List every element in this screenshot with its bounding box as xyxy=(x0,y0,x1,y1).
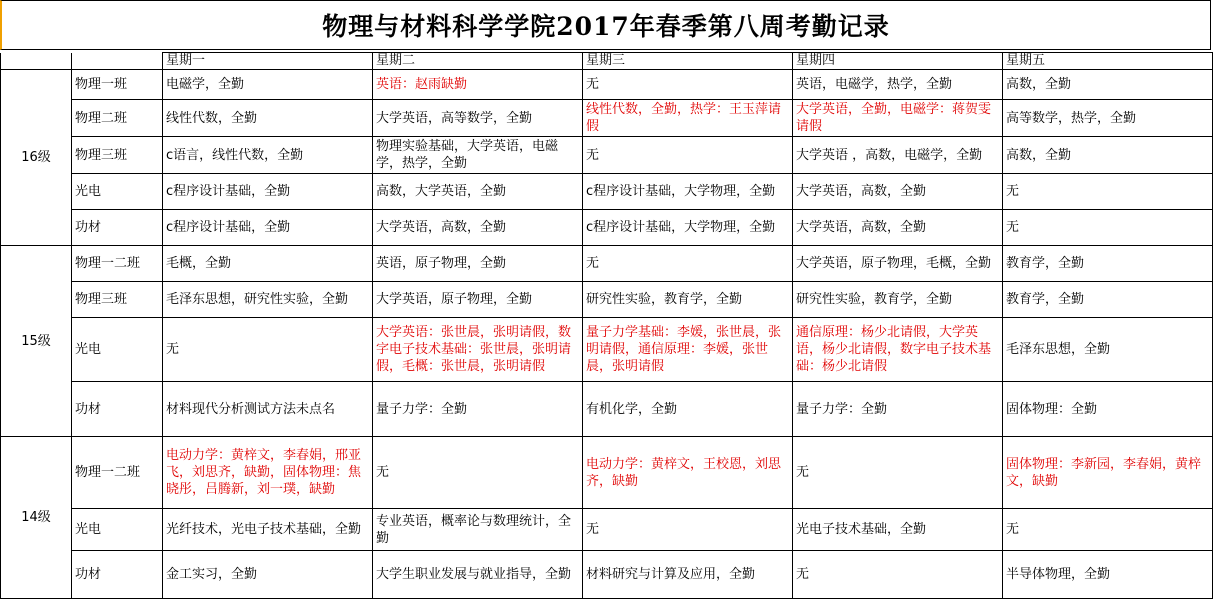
header-row xyxy=(1,53,1213,70)
attendance-cell: 电磁学，全勤 xyxy=(163,70,373,100)
attendance-cell: 材料研究与计算及应用，全勤 xyxy=(583,551,793,599)
header-grade-cell xyxy=(1,53,72,70)
attendance-cell: 研究性实验，教育学，全勤 xyxy=(583,282,793,318)
day-header: 星期四 xyxy=(793,53,1003,70)
day-header: 星期三 xyxy=(583,53,793,70)
table-row xyxy=(1,282,1213,318)
grade-cell: 15级 xyxy=(1,246,72,437)
attendance-cell: c程序设计基础，全勤 xyxy=(163,210,373,246)
attendance-cell: 金工实习，全勤 xyxy=(163,551,373,599)
attendance-cell: 无 xyxy=(373,437,583,509)
attendance-cell: 毛泽东思想，全勤 xyxy=(1003,318,1213,382)
grade-cell: 16级 xyxy=(1,70,72,246)
attendance-cell: c程序设计基础，大学物理，全勤 xyxy=(583,210,793,246)
class-name-cell: 物理二班 xyxy=(72,100,163,137)
header-class-cell xyxy=(72,53,163,70)
attendance-cell: 固体物理：李新园，李春娟，黄梓文，缺勤 xyxy=(1003,437,1213,509)
table-row xyxy=(1,174,1213,210)
table-row xyxy=(1,382,1213,437)
attendance-cell: 英语，原子物理，全勤 xyxy=(373,246,583,282)
page-title: 物理与材料科学学院2017年春季第八周考勤记录 xyxy=(322,12,890,41)
attendance-cell: 大学英语 ，高数，电磁学，全勤 xyxy=(793,137,1003,174)
attendance-cell: 毛泽东思想，研究性实验，全勤 xyxy=(163,282,373,318)
attendance-cell: 光纤技术，光电子技术基础，全勤 xyxy=(163,509,373,551)
attendance-cell: 无 xyxy=(1003,174,1213,210)
attendance-cell: 无 xyxy=(163,318,373,382)
class-name-cell: 光电 xyxy=(72,174,163,210)
attendance-cell: 大学生职业发展与就业指导，全勤 xyxy=(373,551,583,599)
table-row xyxy=(1,318,1213,382)
class-name-cell: 物理一二班 xyxy=(72,246,163,282)
attendance-cell: 高等数学，热学，全勤 xyxy=(1003,100,1213,137)
attendance-cell: 高数，全勤 xyxy=(1003,137,1213,174)
attendance-cell: 量子力学基础：李媛，张世晨，张明请假，通信原理：李媛，张世晨，张明请假 xyxy=(583,318,793,382)
attendance-cell: 电动力学：黄梓文，王校恩，刘思齐，缺勤 xyxy=(583,437,793,509)
attendance-cell: 量子力学：全勤 xyxy=(793,382,1003,437)
attendance-cell: 大学英语，原子物理，毛概，全勤 xyxy=(793,246,1003,282)
attendance-cell: 高数，大学英语，全勤 xyxy=(373,174,583,210)
attendance-cell: 无 xyxy=(793,437,1003,509)
attendance-cell: 无 xyxy=(583,137,793,174)
attendance-cell: 无 xyxy=(1003,509,1213,551)
class-name-cell: 功材 xyxy=(72,210,163,246)
attendance-cell: 大学英语：张世晨，张明请假，数字电子技术基础：张世晨，张明请假，毛概：张世晨，张明请假 xyxy=(373,318,583,382)
attendance-cell: 固体物理：全勤 xyxy=(1003,382,1213,437)
attendance-cell: 大学英语，高数，全勤 xyxy=(793,174,1003,210)
class-name-cell: 物理一二班 xyxy=(72,437,163,509)
attendance-cell: 材料现代分析测试方法未点名 xyxy=(163,382,373,437)
attendance-cell: 电动力学：黄梓文，李春娟，邢亚飞，刘思齐，缺勤，固体物理：焦晓彤，吕腾新，刘一璞，缺勤 xyxy=(163,437,373,509)
table-row xyxy=(1,246,1213,282)
attendance-cell: 半导体物理，全勤 xyxy=(1003,551,1213,599)
attendance-cell: 英语：赵雨缺勤 xyxy=(373,70,583,100)
class-name-cell: 功材 xyxy=(72,382,163,437)
day-header: 星期一 xyxy=(163,53,373,70)
attendance-cell: 大学英语，高数，全勤 xyxy=(793,210,1003,246)
attendance-cell: 无 xyxy=(583,70,793,100)
class-name-cell: 物理三班 xyxy=(72,282,163,318)
attendance-cell: 毛概，全勤 xyxy=(163,246,373,282)
attendance-cell: 研究性实验，教育学，全勤 xyxy=(793,282,1003,318)
attendance-cell: 线性代数，全勤 xyxy=(163,100,373,137)
attendance-cell: 大学英语，高等数学，全勤 xyxy=(373,100,583,137)
class-name-cell: 功材 xyxy=(72,551,163,599)
attendance-cell: 无 xyxy=(793,551,1003,599)
attendance-cell: 光电子技术基础，全勤 xyxy=(793,509,1003,551)
class-name-cell: 光电 xyxy=(72,509,163,551)
attendance-cell: 教育学，全勤 xyxy=(1003,246,1213,282)
attendance-table xyxy=(0,52,1213,599)
grade-cell: 14级 xyxy=(1,437,72,599)
attendance-cell: 大学英语，高数，全勤 xyxy=(373,210,583,246)
attendance-cell: 大学英语，全勤，电磁学：蒋贺雯请假 xyxy=(793,100,1003,137)
attendance-cell: c程序设计基础，全勤 xyxy=(163,174,373,210)
table-row xyxy=(1,509,1213,551)
class-name-cell: 物理一班 xyxy=(72,70,163,100)
attendance-cell: 物理实验基础，大学英语，电磁学，热学，全勤 xyxy=(373,137,583,174)
attendance-cell: 通信原理：杨少北请假，大学英语，杨少北请假，数字电子技术基础：杨少北请假 xyxy=(793,318,1003,382)
attendance-cell: 英语，电磁学，热学，全勤 xyxy=(793,70,1003,100)
attendance-cell: 无 xyxy=(1003,210,1213,246)
table-row xyxy=(1,437,1213,509)
attendance-cell: 无 xyxy=(583,509,793,551)
attendance-cell: c语言，线性代数，全勤 xyxy=(163,137,373,174)
title-bar xyxy=(0,0,1211,50)
table-row xyxy=(1,551,1213,599)
attendance-cell: 大学英语，原子物理，全勤 xyxy=(373,282,583,318)
table-row xyxy=(1,70,1213,100)
attendance-cell: 无 xyxy=(583,246,793,282)
day-header: 星期五 xyxy=(1003,53,1213,70)
day-header: 星期二 xyxy=(373,53,583,70)
attendance-cell: 有机化学，全勤 xyxy=(583,382,793,437)
table-row xyxy=(1,100,1213,137)
attendance-cell: 教育学，全勤 xyxy=(1003,282,1213,318)
attendance-cell: 高数，全勤 xyxy=(1003,70,1213,100)
table-row xyxy=(1,210,1213,246)
attendance-cell: 专业英语，概率论与数理统计，全勤 xyxy=(373,509,583,551)
class-name-cell: 物理三班 xyxy=(72,137,163,174)
attendance-cell: 量子力学：全勤 xyxy=(373,382,583,437)
attendance-cell: c程序设计基础，大学物理，全勤 xyxy=(583,174,793,210)
attendance-cell: 线性代数，全勤，热学：王玉萍请假 xyxy=(583,100,793,137)
table-row xyxy=(1,137,1213,174)
class-name-cell: 光电 xyxy=(72,318,163,382)
